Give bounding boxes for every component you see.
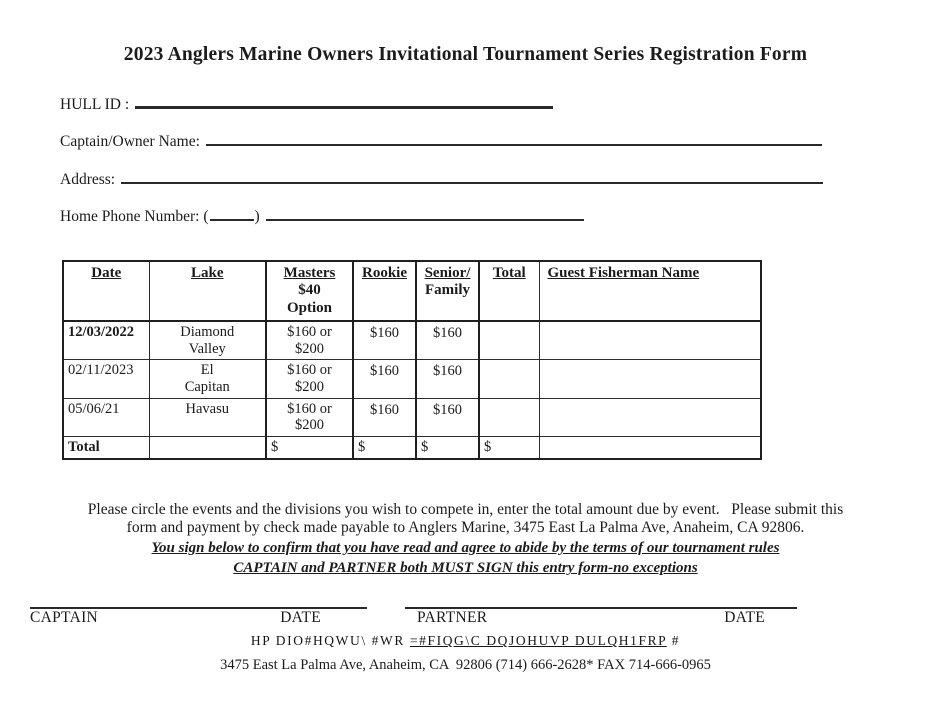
masters-fee: $160 or $200 xyxy=(266,360,353,398)
total-guest-cell xyxy=(539,437,761,460)
row-total-cell xyxy=(479,360,539,398)
col-header-guest-fisherman: Guest Fisherman Name xyxy=(539,261,761,321)
row-total-cell xyxy=(479,321,539,360)
instructions-line-2: form and payment by check made payable to Anglers Marine, 3475 East La Palma Ave, Anaheim, CA 92806. xyxy=(126,519,805,537)
encoded-email-prefix: HP DIO#HQWU\ #WR xyxy=(250,633,410,648)
col-header-rookie: Rookie xyxy=(353,261,416,321)
phone-label: Home Phone Number: xyxy=(60,208,200,225)
guest-fisherman-cell xyxy=(539,321,761,360)
event-date: 12/03/2022 xyxy=(63,321,149,360)
signature-rule-1: You sign below to confirm that you have read and agree to abide by the terms of our tournament rules xyxy=(151,540,780,557)
captain-date-label: DATE xyxy=(280,609,321,626)
total-lake-cell xyxy=(149,437,266,460)
partner-signature-line[interactable] xyxy=(405,607,797,627)
instructions-block xyxy=(0,501,931,577)
partner-signature-label: PARTNER xyxy=(417,609,488,626)
event-lake: Diamond Valley xyxy=(149,321,266,360)
rookie-fee: $160 xyxy=(353,360,416,398)
captain-name-field xyxy=(60,130,822,151)
row-total-cell xyxy=(479,398,539,436)
hull-id-input-line[interactable] xyxy=(135,92,553,109)
phone-area-code-input-line[interactable] xyxy=(210,207,254,221)
phone-area-code-close-paren: ) xyxy=(254,208,260,225)
event-lake: El Capitan xyxy=(149,360,266,398)
event-date: 05/06/21 xyxy=(63,398,149,436)
event-date: 02/11/2023 xyxy=(63,360,149,398)
total-senior-cell: $ xyxy=(416,437,479,460)
senior-family-fee: $160 xyxy=(416,360,479,398)
guest-fisherman-cell xyxy=(539,398,761,436)
total-masters-cell: $ xyxy=(266,437,353,460)
captain-signature-line[interactable] xyxy=(30,607,367,627)
senior-family-fee: $160 xyxy=(416,321,479,360)
event-row-diamond-valley xyxy=(63,321,761,360)
signature-rule-2: CAPTAIN and PARTNER both MUST SIGN this entry form-no exceptions xyxy=(233,560,698,577)
page-title: 2023 Anglers Marine Owners Invitational Tournament Series Registration Form xyxy=(123,44,808,65)
address-field xyxy=(60,168,823,189)
phone-area-code-open-paren: ( xyxy=(203,208,209,225)
captain-name-label: Captain/Owner Name: xyxy=(60,133,200,150)
captain-signature-label: CAPTAIN xyxy=(30,609,99,626)
address-label: Address: xyxy=(60,171,116,188)
total-row-label: Total xyxy=(63,437,149,460)
encoded-email-line xyxy=(0,633,931,649)
senior-family-fee: $160 xyxy=(416,398,479,436)
total-rookie-cell: $ xyxy=(353,437,416,460)
table-total-row xyxy=(63,437,761,460)
col-header-senior-family: Senior/ Family xyxy=(416,261,479,321)
event-row-el-capitan xyxy=(63,360,761,398)
event-row-havasu xyxy=(63,398,761,436)
col-header-masters: Masters $40 Option xyxy=(266,261,353,321)
table-header-row xyxy=(63,261,761,321)
masters-fee: $160 or $200 xyxy=(266,321,353,360)
rookie-fee: $160 xyxy=(353,321,416,360)
instructions-line-1: Please circle the events and the divisions you wish to compete in, enter the total amount due by event. Please submit this xyxy=(87,501,844,518)
rookie-fee: $160 xyxy=(353,398,416,436)
tournament-events-table xyxy=(62,260,762,460)
footer-address: 3475 East La Palma Ave, Anaheim, CA 92806 (714) 666-2628* FAX 714-666-0965 xyxy=(220,657,711,673)
address-input-line[interactable] xyxy=(121,168,823,184)
col-header-lake: Lake xyxy=(149,261,266,321)
guest-fisherman-cell xyxy=(539,360,761,398)
hull-id-label: HULL ID : xyxy=(60,96,130,113)
col-header-date: Date xyxy=(63,261,149,321)
encoded-email-suffix: # xyxy=(666,633,681,648)
encoded-email-link[interactable]: =#FIQG\C DQJOHUVP DULQH1FRP xyxy=(409,633,667,648)
masters-fee: $160 or $200 xyxy=(266,398,353,436)
partner-date-label: DATE xyxy=(724,609,765,626)
captain-name-input-line[interactable] xyxy=(206,130,822,146)
total-sum-cell: $ xyxy=(479,437,539,460)
hull-id-field xyxy=(60,92,553,114)
col-header-total: Total xyxy=(479,261,539,321)
phone-number-input-line[interactable] xyxy=(266,205,584,221)
event-lake: Havasu xyxy=(149,398,266,436)
phone-field xyxy=(60,205,584,226)
